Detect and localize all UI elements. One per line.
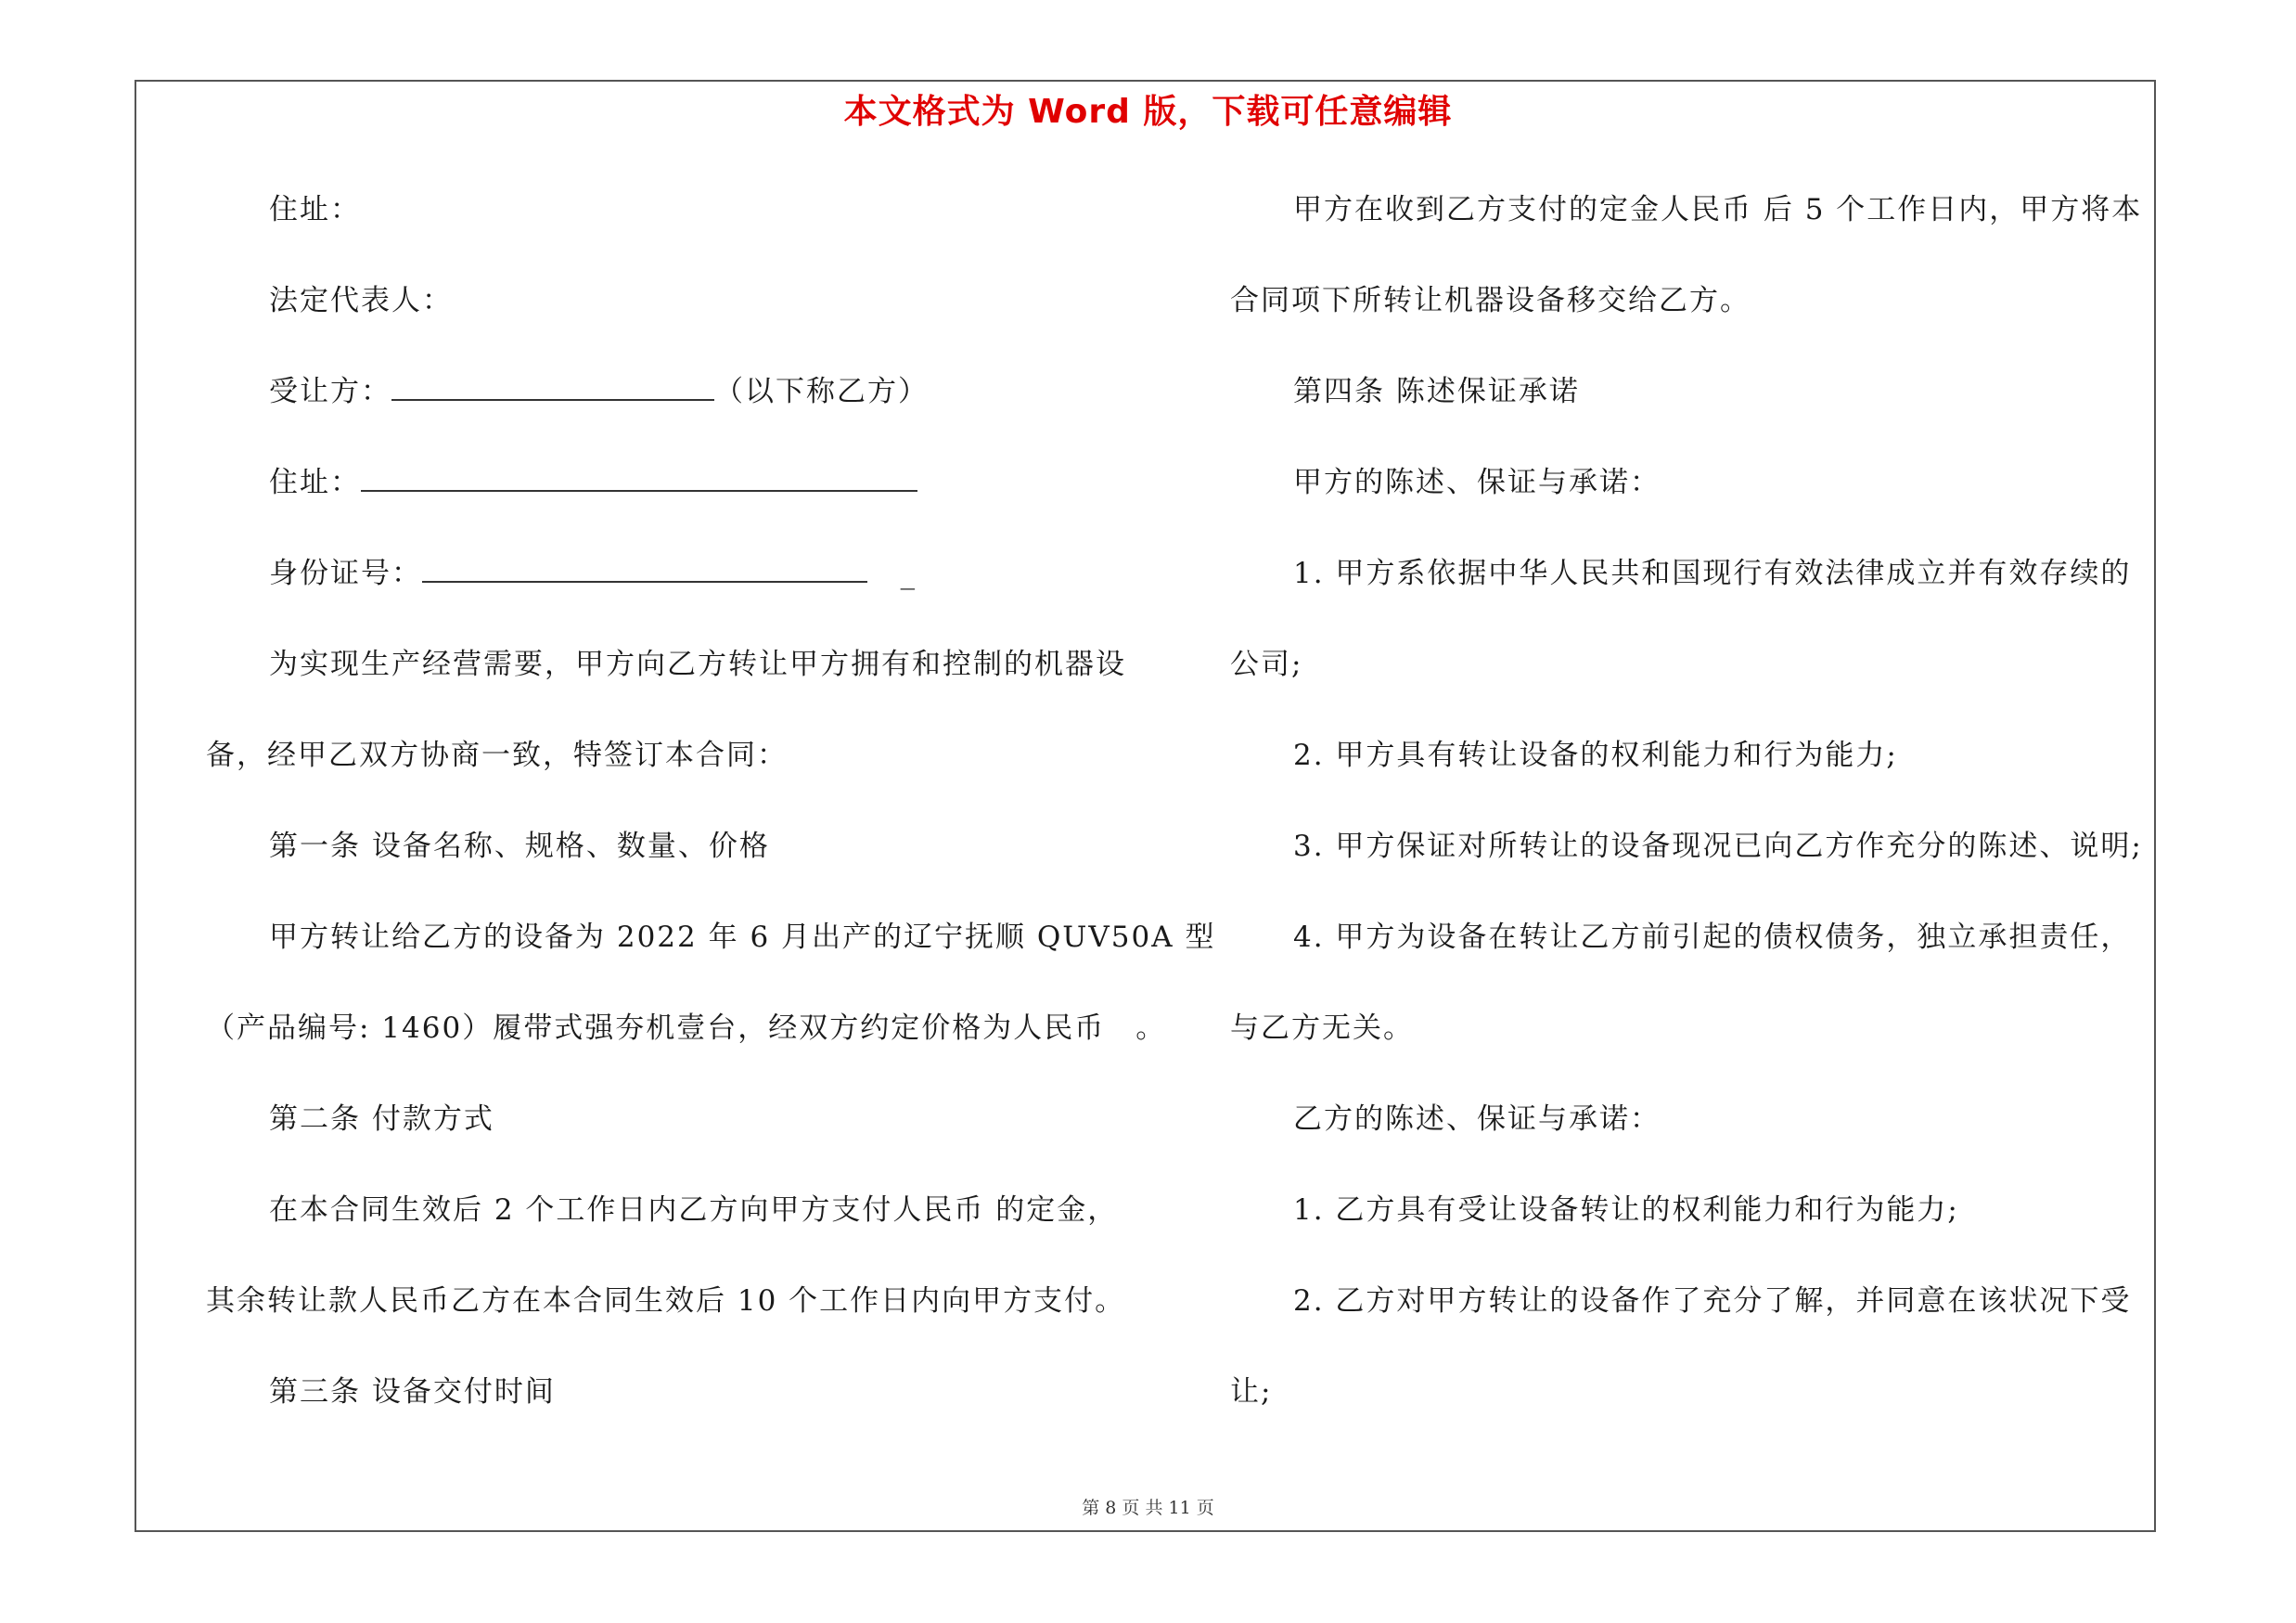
left-column — [206, 182, 1216, 1455]
party-a-warranties-heading: 甲方的陈述、保证与承诺： — [1293, 466, 1661, 499]
paragraph-line: 合同项下所转让机器设备移交给乙方。 — [1230, 284, 1751, 317]
list-item: 2. 甲方具有转让设备的权利能力和行为能力; — [1293, 739, 1898, 772]
article-4-heading: 第四条 陈述保证承诺 — [1293, 375, 1580, 408]
list-item: 1. 乙方具有受让设备转让的权利能力和行为能力; — [1293, 1193, 1959, 1227]
id-number-line: 身份证号： _ — [206, 546, 1124, 637]
paragraph-line: 备，经甲乙双方协商一致，特签订本合同： — [206, 739, 788, 772]
list-item: 3. 甲方保证对所转让的设备现况已向乙方作充分的陈述、说明; — [1293, 830, 2143, 863]
address-blank — [361, 462, 917, 492]
article-2-heading: 第二条 付款方式 — [269, 1102, 494, 1136]
list-item-continued: 公司; — [1230, 648, 1303, 681]
transferee-blank — [391, 371, 714, 401]
list-item-continued: 与乙方无关。 — [1230, 1011, 1414, 1045]
right-column — [1230, 182, 2148, 1455]
page-number-footer: 第 8 页 共 11 页 — [1082, 1498, 1214, 1518]
list-item: 2. 乙方对甲方转让的设备作了充分了解，并同意在该状况下受 — [1293, 1284, 2132, 1318]
address-line: 住址： — [269, 193, 361, 226]
article-3-heading: 第三条 设备交付时间 — [269, 1375, 556, 1409]
list-item: 4. 甲方为设备在转让乙方前引起的债权债务，独立承担责任， — [1293, 921, 2132, 954]
format-notice-banner: 本文格式为 Word 版，下载可任意编辑 — [843, 93, 1453, 131]
article-1-heading: 第一条 设备名称、规格、数量、价格 — [269, 830, 770, 863]
paragraph-line: 在本合同生效后 2 个工作日内乙方向甲方支付人民币 的定金， — [269, 1193, 1119, 1227]
transferee-address-line: 住址： — [206, 455, 1124, 546]
paragraph-line: （产品编号: 1460）履带式强夯机壹台，经双方约定价格为人民币 。 — [206, 1011, 1167, 1045]
party-b-warranties-heading: 乙方的陈述、保证与承诺： — [1293, 1102, 1661, 1136]
paragraph-line: 为实现生产经营需要，甲方向乙方转让甲方拥有和控制的机器设 — [269, 648, 1126, 681]
legal-representative-line: 法定代表人： — [269, 284, 453, 317]
list-item-continued: 让; — [1230, 1375, 1273, 1409]
id-number-blank — [422, 553, 867, 583]
transferee-line: 受让方： （以下称乙方） — [206, 364, 1124, 455]
paragraph-line: 甲方转让给乙方的设备为 2022 年 6 月出产的辽宁抚顺 QUV50A 型 — [269, 921, 1216, 954]
list-item: 1. 甲方系依据中华人民共和国现行有效法律成立并有效存续的 — [1293, 557, 2132, 590]
paragraph-line: 甲方在收到乙方支付的定金人民币 后 5 个工作日内，甲方将本 — [1293, 193, 2143, 226]
paragraph-line: 其余转让款人民币乙方在本合同生效后 10 个工作日内向甲方支付。 — [206, 1284, 1126, 1318]
